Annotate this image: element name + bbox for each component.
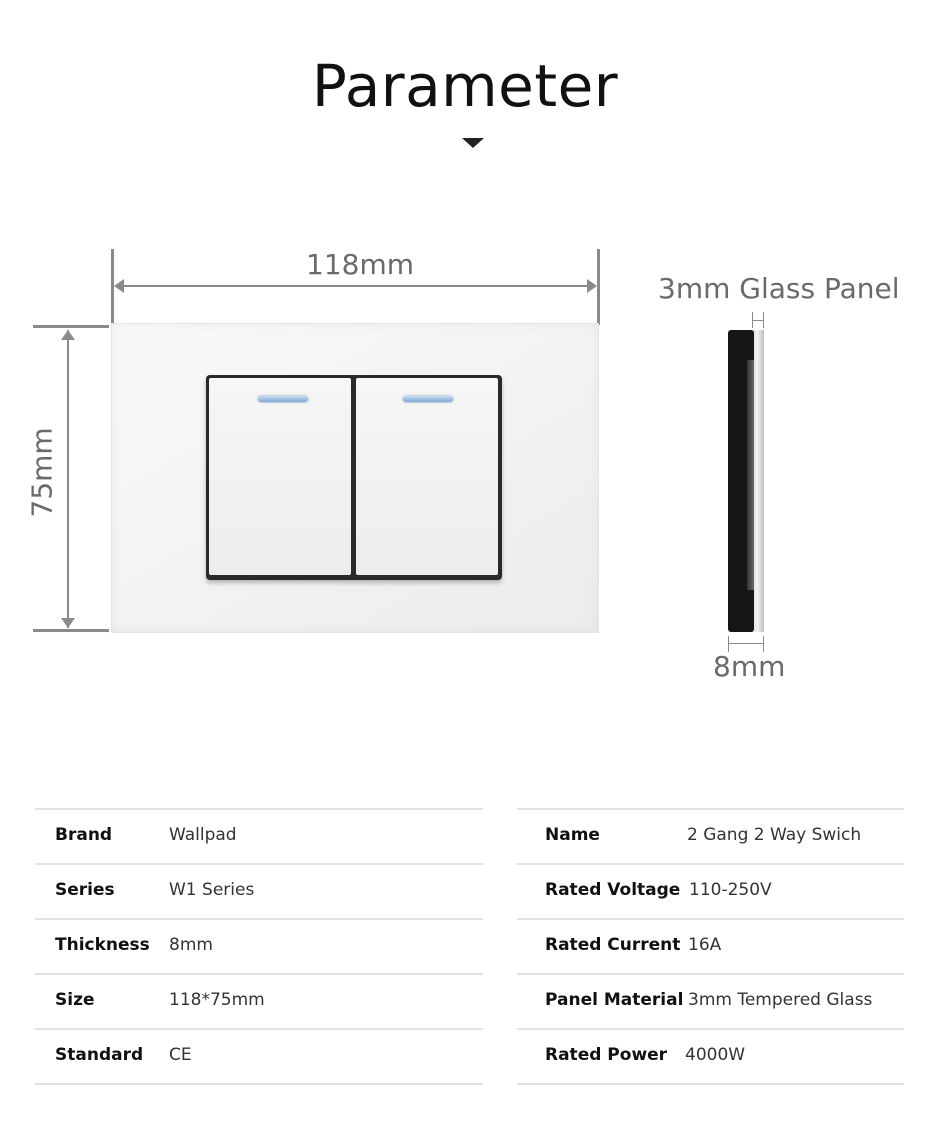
depth-label: 8mm (713, 650, 786, 683)
spec-row (35, 863, 483, 918)
spec-row (35, 973, 483, 1028)
spec-label: Standard (55, 1045, 144, 1065)
spec-label: Thickness (55, 935, 150, 955)
rocker-right (356, 378, 498, 575)
page-title: Parameter (311, 52, 619, 120)
spec-value: W1 Series (169, 880, 255, 900)
spec-row (35, 918, 483, 973)
rocker-left (209, 378, 351, 575)
side-profile-edge (747, 360, 754, 590)
spec-value: 8mm (169, 935, 213, 955)
spec-row (517, 1028, 904, 1085)
height-dimension-line (67, 330, 69, 628)
spec-value: 3mm Tempered Glass (688, 990, 873, 1010)
spec-row (517, 973, 904, 1028)
height-ext-line-bottom (33, 629, 109, 632)
spec-label: Rated Current (545, 935, 681, 955)
spec-label: Size (55, 990, 95, 1010)
depth-dim-line (728, 643, 764, 644)
spec-value: 16A (688, 935, 722, 955)
spec-label: Name (545, 825, 600, 845)
arrow-up-icon (61, 330, 75, 340)
led-indicator-right (403, 396, 453, 402)
spec-value: 110-250V (689, 880, 772, 900)
spec-row (517, 808, 904, 863)
glass-panel-label: 3mm Glass Panel (658, 272, 900, 305)
width-ext-line-right (597, 249, 600, 325)
spec-label: Rated Power (545, 1045, 668, 1065)
arrow-left-icon (114, 279, 124, 293)
height-label: 75mm (25, 427, 59, 518)
spec-value: CE (169, 1045, 192, 1065)
width-label: 118mm (306, 248, 414, 281)
spec-row (35, 808, 483, 863)
spec-value: 118*75mm (169, 990, 265, 1010)
arrow-right-icon (587, 279, 597, 293)
arrow-down-icon (61, 618, 75, 628)
spec-table-left (35, 808, 483, 1085)
spec-row (517, 918, 904, 973)
spec-label: Rated Voltage (545, 880, 681, 900)
caret-down-icon (462, 138, 484, 148)
width-dimension-line (116, 285, 595, 287)
spec-value: 2 Gang 2 Way Swich (687, 825, 862, 845)
spec-label: Brand (55, 825, 113, 845)
spec-label: Panel Material (545, 990, 684, 1010)
spec-row (517, 863, 904, 918)
spec-row (35, 1028, 483, 1085)
spec-value: 4000W (685, 1045, 746, 1065)
spec-label: Series (55, 880, 115, 900)
led-indicator-left (258, 396, 308, 402)
height-ext-line-top (33, 325, 109, 328)
spec-table-right (517, 808, 904, 1085)
glass-dim-line (752, 320, 764, 321)
spec-value: Wallpad (169, 825, 237, 845)
